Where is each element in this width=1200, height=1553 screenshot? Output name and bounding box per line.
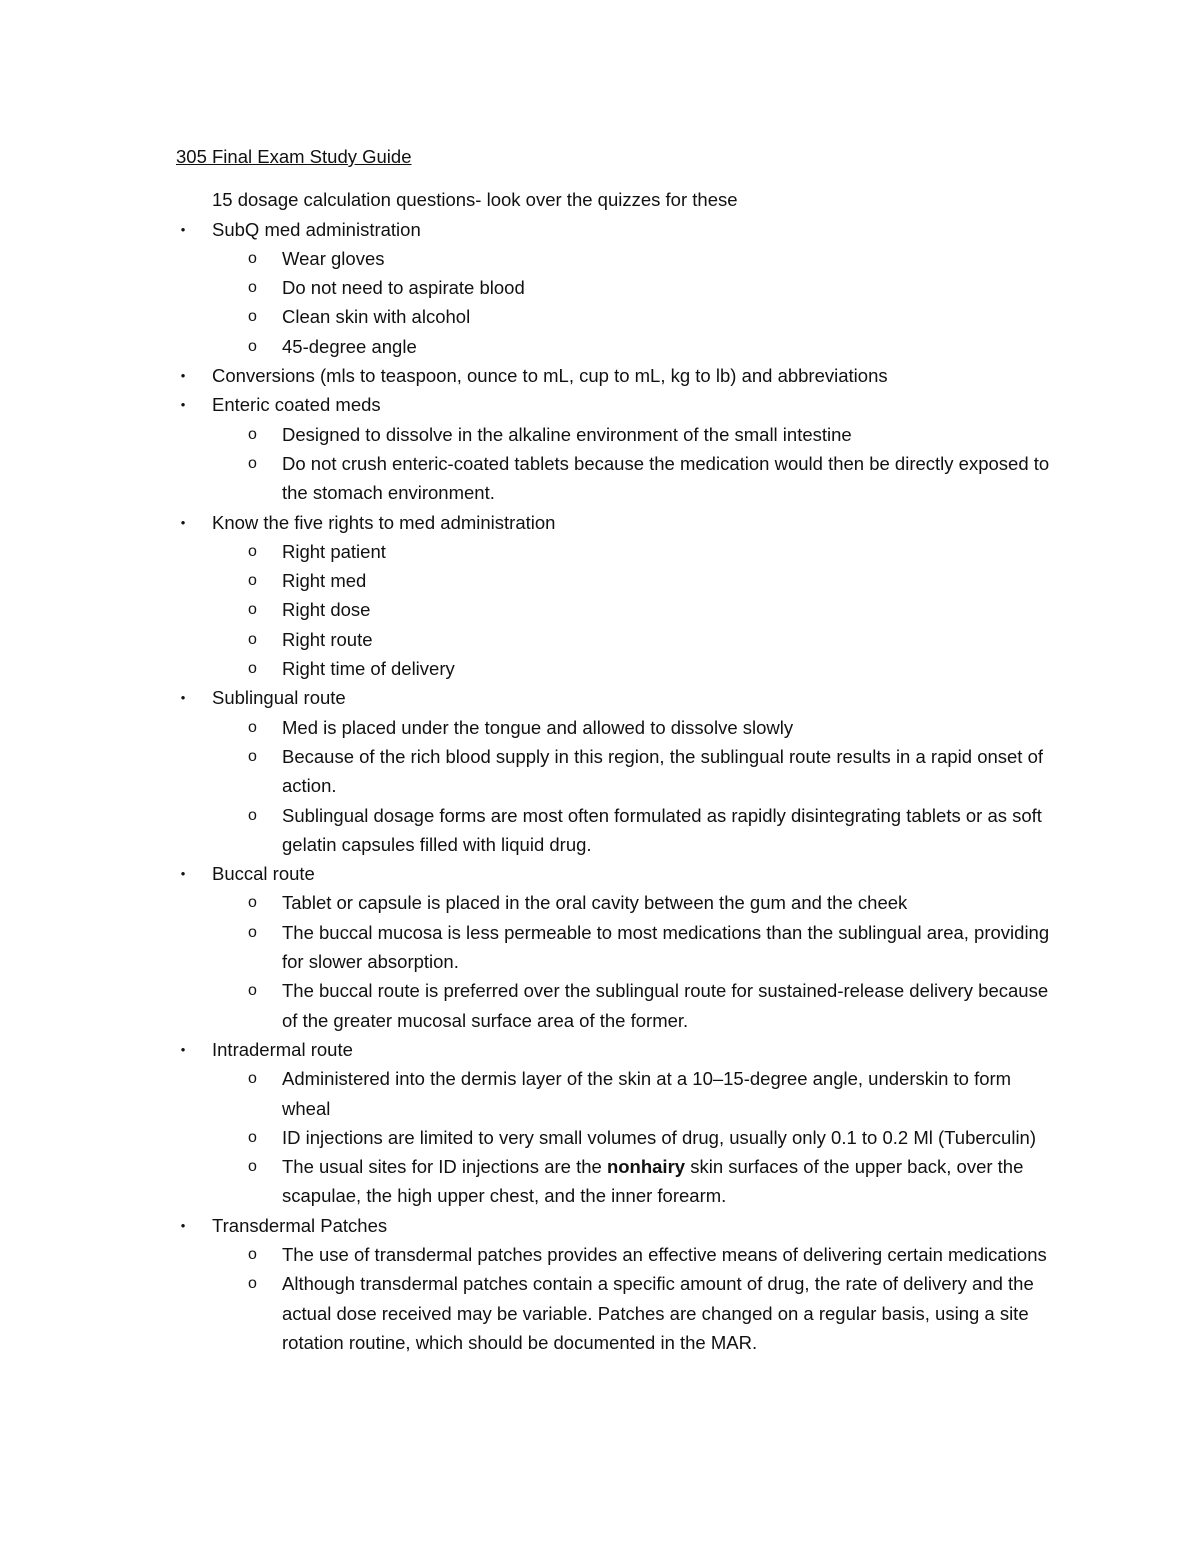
bullet-dot: • <box>180 866 186 882</box>
topic-label: Enteric coated meds <box>212 394 381 416</box>
subtopic-item <box>212 742 1056 801</box>
sub-bullet-marker: o <box>248 630 257 648</box>
subtopic-item <box>212 244 1056 273</box>
topic-label: SubQ med administration <box>212 218 421 240</box>
subtopic-text: Right dose <box>282 599 371 621</box>
sub-bullet-marker: o <box>248 1158 257 1176</box>
subtopic-item <box>212 888 1056 917</box>
topic-list <box>176 215 1056 1358</box>
subtopic-text: Do not crush enteric-coated tablets because the medication would then be directly exposed to the stomach environment. <box>282 452 1050 504</box>
intro-line: 15 dosage calculation questions- look over the quizzes for these <box>212 189 738 211</box>
sub-bullet-marker: o <box>248 279 257 297</box>
subtopic-item <box>212 625 1056 654</box>
subtopic-text: Right patient <box>282 540 386 562</box>
subtopic-text: The buccal route is preferred over the sublingual route for sustained-release delivery because of the greater mucosal surface area of the former. <box>282 980 1049 1031</box>
topic-item <box>176 1035 1056 1211</box>
topic-item <box>176 859 1056 1035</box>
subtopic-list <box>212 244 1056 361</box>
document-title: 305 Final Exam Study Guide <box>176 146 412 167</box>
study-guide-content <box>176 142 1056 1357</box>
subtopic-item <box>212 332 1056 361</box>
subtopic-list <box>212 888 1056 1034</box>
subtopic-item <box>212 595 1056 624</box>
subtopic-item <box>212 801 1056 860</box>
bullet-dot: • <box>180 368 186 384</box>
subtopic-text: Clean skin with alcohol <box>282 306 471 328</box>
topic-item <box>176 683 1056 859</box>
subtopic-text: Although transdermal patches contain a specific amount of drug, the rate of delivery and the actual dose received may be variable. Patches are changed on a regular basis, using a site rotation routine, which should be documented in the MAR. <box>282 1273 1034 1353</box>
bullet-dot: • <box>180 1217 186 1233</box>
sub-bullet-marker: o <box>248 660 257 678</box>
bullet-dot: • <box>180 514 186 530</box>
topic-label: Buccal route <box>212 863 315 885</box>
subtopic-item <box>212 654 1056 683</box>
subtopic-text: The use of transdermal patches provides an effective means of delivering certain medications <box>282 1243 1047 1265</box>
subtopic-text: Right route <box>282 628 373 650</box>
subtopic-text: Right time of delivery <box>282 658 455 680</box>
subtopic-item <box>212 918 1056 977</box>
topic-item <box>176 215 1056 361</box>
subtopic-item <box>212 1123 1056 1152</box>
topic-item <box>176 1211 1056 1357</box>
sub-bullet-marker: o <box>248 601 257 619</box>
bullet-dot: • <box>180 690 186 706</box>
subtopic-item <box>212 976 1056 1035</box>
subtopic-text: Right med <box>282 570 367 592</box>
sub-bullet-marker: o <box>248 718 257 736</box>
sub-bullet-marker: o <box>248 454 257 472</box>
topic-label: Intradermal route <box>212 1038 353 1060</box>
subtopic-text: Administered into the dermis layer of the skin at a 10–15-degree angle, underskin to form wheal <box>282 1068 1012 1119</box>
sub-bullet-marker: o <box>248 982 257 1000</box>
subtopic-list <box>212 713 1056 859</box>
emphasized-term: nonhairy <box>606 1156 686 1178</box>
subtopic-item <box>212 713 1056 742</box>
subtopic-text: Designed to dissolve in the alkaline environment of the small intestine <box>282 423 852 445</box>
subtopic-item <box>212 566 1056 595</box>
subtopic-list <box>212 1240 1056 1357</box>
sub-bullet-marker: o <box>248 308 257 326</box>
subtopic-item <box>212 420 1056 449</box>
topic-label: Conversions (mls to teaspoon, ounce to mL, cup to mL, kg to lb) and abbreviations <box>212 365 888 387</box>
subtopic-item <box>212 1269 1056 1357</box>
sub-bullet-marker: o <box>248 1128 257 1146</box>
sub-bullet-marker: o <box>248 1275 257 1293</box>
sub-bullet-marker: o <box>248 1245 257 1263</box>
sub-bullet-marker: o <box>248 425 257 443</box>
sub-bullet-marker: o <box>248 923 257 941</box>
subtopic-text: Because of the rich blood supply in this region, the sublingual route results in a rapid onset of action. <box>282 745 1044 797</box>
bullet-dot: • <box>180 1041 186 1057</box>
subtopic-list <box>212 537 1056 683</box>
subtopic-item <box>212 273 1056 302</box>
subtopic-item <box>212 537 1056 566</box>
topic-label: Sublingual route <box>212 687 346 709</box>
topic-item <box>176 361 1056 390</box>
subtopic-text: 45-degree angle <box>282 335 417 357</box>
subtopic-text: Tablet or capsule is placed in the oral cavity between the gum and the cheek <box>282 892 908 914</box>
subtopic-list <box>212 1064 1056 1210</box>
subtopic-list <box>212 420 1056 508</box>
subtopic-text: Med is placed under the tongue and allowed to dissolve slowly <box>282 716 794 738</box>
sub-bullet-marker: o <box>248 1070 257 1088</box>
topic-label: Know the five rights to med administration <box>212 511 556 533</box>
sub-bullet-marker: o <box>248 337 257 355</box>
subtopic-text: ID injections are limited to very small volumes of drug, usually only 0.1 to 0.2 Ml (Tuberculin) <box>282 1126 1037 1148</box>
topic-item <box>176 508 1056 684</box>
topic-item <box>176 390 1056 507</box>
subtopic-text-part: The usual sites for ID injections are the <box>282 1156 607 1178</box>
sub-bullet-marker: o <box>248 542 257 560</box>
subtopic-item <box>212 1064 1056 1123</box>
sub-bullet-marker: o <box>248 249 257 267</box>
bullet-dot: • <box>180 397 186 413</box>
subtopic-text: Sublingual dosage forms are most often formulated as rapidly disintegrating tablets or as soft gelatin capsules filled with liquid drug. <box>282 804 1042 855</box>
subtopic-item <box>212 449 1056 508</box>
subtopic-item <box>212 1240 1056 1269</box>
sub-bullet-marker: o <box>248 747 257 765</box>
bullet-dot: • <box>180 221 186 237</box>
sub-bullet-marker: o <box>248 572 257 590</box>
subtopic-item <box>212 1152 1056 1211</box>
subtopic-item <box>212 302 1056 331</box>
subtopic-text-part: skin surfaces of the upper back, over the scapulae, the high upper chest, and the inner forearm. <box>282 1156 1024 1207</box>
subtopic-text: The buccal mucosa is less permeable to most medications than the sublingual area, providing for slower absorption. <box>282 921 1050 973</box>
subtopic-text: Do not need to aspirate blood <box>282 277 525 299</box>
topic-label: Transdermal Patches <box>212 1214 388 1236</box>
subtopic-text: Wear gloves <box>282 247 385 269</box>
sub-bullet-marker: o <box>248 806 257 824</box>
sub-bullet-marker: o <box>248 894 257 912</box>
